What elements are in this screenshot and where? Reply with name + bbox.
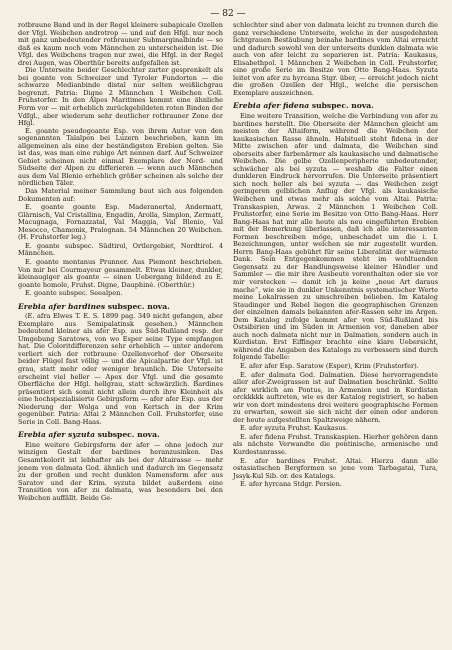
paragraph: E. goante pseudogoante Esp. von ihrem Autor von den sogenannten Talalpen bei Luzern beschrieben, kann im allgemeinen als eine der beständigsten Erebien gelten. Sie ist das, was man eine ruhige Art nennen darf. Auf Schweizer Gebiet scheinen nicht einmal Exemplare der Nord- und Südseite der Alpen zu differieren — wenn auch Männchen aus dem Val Blenio erheblich größer scheinen als solche der nördlichen Täler.	[18, 126, 223, 188]
page-header	[18, 6, 438, 22]
section-heading	[233, 102, 438, 111]
section-heading	[18, 303, 223, 312]
list-item: E. goante subspec. Südtirol, Ortlergebiet, Nordtirol. 4 Männchen.	[18, 241, 223, 258]
list-item: E. afer afer Esp. Saratow (Esper), Krim (Fruhstorfer).	[240, 362, 419, 371]
list-item: E. afer bardines Fruhst. Altai. Hierzu dann alle ostasiatischen Bergformen so jene vom Tarbagatai, Tura, Jssyk-Kul Sib. or. des Katalogs.	[233, 456, 438, 480]
paragraph: schlechter sind aber von dalmata leicht zu trennen durch die ganz verschiedene Unterseite, welche in der ausgedehnten lichtgrauen Bestäubung beinahe bardines vom Altai erreicht und dadurch sowohl von der unterseits dunklen dalmata wie auch von afer leicht zu separieren ist. Patria: Kaukasus, Elisabethpol. 1 Männchen 2 Weibchen in Coll. Fruhstorfer, eine große Serie im Besitze von Otto Bang-Haas. Syzuta leitet von afer zu hyrcana Stgr. über, — erreicht jedoch nicht die großen Ozellen der Hfgl., welche die persischen Exemplare auszeichnen.	[233, 21, 438, 97]
list-item: E. goante montanus Prunner. Aus Piemont beschrieben. Von mir bei Courmayeur gesammelt. Etwas kleiner, dunkler, kleinaugiger als goante — einen Uebergang bildend zu E. goante homole, Fruhst. Digne, Dauphiné. (Oberthür.)	[18, 257, 223, 289]
text-columns	[18, 22, 438, 502]
heading-taxon: Erebia afer bardines	[18, 301, 106, 311]
heading-nova: subspec. nova.	[107, 301, 170, 311]
list-item: E. goante goante Esp. Maderanertal, Andermatt, Glärnisch, Val Cristallina, Engadin, Arolla, Simplon, Zermatt, Macugnaga, Fornazzatal, Val Maggia, Val Blenio, Val Mesocco, Chamonix, Pralognan. 54 Männchen 20 Weibchen. (H. Fruhstorfer leg.)	[18, 203, 223, 242]
section-heading	[18, 431, 223, 440]
list-item: E. afer fidena Fruhst. Transkaspien. Hierher gehören dann als nächste Verwandte die pontinische, armenische und Kurdestanrasse.	[233, 432, 438, 457]
left-column	[18, 22, 223, 502]
paragraph: (E. afra Elwes T. E. S. 1899 pag. 349 nicht gefangen, aber Exemplare aus Semipalatinsk gesehen.) Männchen bedeutend kleiner als afer Esp. aus Süd-Rußland resp. der Umgebung Saratows, von wo Esper seine Type empfangen hat. Die Coloritdifferenzen sehr erheblich — unter anderem verliert sich der rotbraune Ozellenvorhof der Oberseite beider Flügel fast völlig — und die Apicalpartie der Vfgl. ist grau, statt mehr oder weniger braunlich. Die Unterseite erscheint viel heller — Apex der Vfgl. und die gesamte Oberfläche der Hfgl. hellgrau, statt schwärzlich. Bardines präsentiert sich somit nicht allein durch ihre Kleinheit als eine hochspezialisierte Gebirgsform — afer afer Esp. aus der Niederung der Wolga und von Kertsch in der Krim gegenüber. Patria: Altai 2 Männchen Coll. Fruhstorfer, eine Serie in Coll. Bang-Haas.	[18, 312, 223, 426]
list-item: E. goante subspec. Seealpen.	[25, 289, 123, 298]
paragraph: Eine weitere Gebirgsform der afer — ohne jedoch zur winzigen Gestalt der bardines heranzusinken. Das Gesamtkolorit ist lebhafter als bei der Altairasse — mehr jenem von dalmata God. ähnlich und dadurch im Gegensatz zu der großen und recht dunklen Namensform afer aus Saratov und der Krim. syzuta bildet außerdem eine Transition von afer zu dalmata, was besonders bei den Weibchen auffällt. Beide Ge-	[18, 440, 223, 502]
heading-taxon: Erebia afer fidena	[233, 101, 310, 111]
heading-taxon: Erebia afer syzuta	[18, 430, 95, 440]
page-number: — 82 —	[210, 9, 246, 19]
right-column	[233, 22, 438, 502]
heading-nova: subspec. nova.	[311, 101, 374, 111]
heading-nova: subspec. nova.	[97, 430, 160, 440]
list-item: E. afer syzuta Fruhst. Kaukasus.	[240, 424, 348, 433]
paragraph: Das Material meiner Sammlung baut sich aus folgenden Dokumenten auf:	[18, 187, 223, 203]
list-item: E. afer dalmata God. Dalmatien. Diese hervorragendste aller afer-Zweigrassen ist auf Dalmatien beschränkt. Sollte afer wirklich am Pontus, in Armenien und in Kurdistan orckkkkk auftreten, wie es der Katalog registriert, so haben wir von dort mindestens drei weitere geographische Formen zu erwarten, soweit sie sich nicht der einen oder anderen der heute aufgestellten Spaltzweige nähern.	[233, 370, 438, 424]
list-item: E. afer hyrcana Stdgr. Persien.	[240, 480, 342, 489]
paragraph: Eine weitere Transition, welche die Verbindung von afer zu bardines herstellt. Die Oberseite der Männchen gleicht am meisten der Altaiform, während die Weibchen der kaukasischen Rasse ähneln. Habituell steht fidena in der Mitte zwischen afer und dalmata, die Weibchen sind oberseits aber farbenärmer als kaukasische und dalmatische Weibchen. Die gelbe Ozellenperipherie unbedeutender, schwächer als bei syzuta — weshalb die Falter einen dunkleren Eindruck hervorrufen. Die Unterseite präsentiert sich noch heller als bei syzuta — das Weibchen zeigt geringeren gelblichen Anflug der Vfgl. als kaukasische Weibchen und etwas mehr als solche vom Altai. Patria: Transkaspien, Arwas. 2 Männchen 1 Weibchen Coll. Fruhstorfer, eine Serie im Besitze von Otto Bang-Haas. Herr Bang-Haas hat mir alle heute als neu eingeführten Erebien mit der Bemerkung überlassen, daß ich alle interessanten Formen beschreiben möge, unbeschadet um die i. I. Bezeichnungen, unter welchen sie mir zugestellt wurden. Herrn Bang-Haas gebührt für seine Liberalität der wärmste Dank. Sein Entgegenkommen steht im wohltuenden Gegensatz zu der Handlungsweise kleiner Händler und Sammler — die mir ihre Ausbeute vorenthalten oder sie vor mir verstecken — damit ich ja keine „neue Art daraus mache“, wie sie in dunkler Unkenntnis systematischer Werte meine Lokalrassen zu umschreiben belieben. Im Katalog Staudinger und Rebel liegen die geographischen Grenzen der einzelnen damals bekannten afer-Rassen sehr im Argen. Dem Katalog zufolge kommt afer von Süd-Rußland bis Ostsibirien und im Süden in Armenien vor, daneben aber auch noch dalmata nicht nur in Dalmatien, sondern auch in Kurdistan. Erst Eiffinger brachte eine klare Uebersicht, während die Angaben des Katalogs zu verbessern sind durch folgende Tabelle:	[233, 111, 438, 362]
paragraph: rotbraune Band und in der Regel kleinere subapicale Ozellen der Vfgl. Weibchen androtrop — und auf den Hfgl. nur noch mit ganz unbedeutender rotbrauner Submarginalbinde — so daß es kaum noch vom Männchen zu unterscheiden ist. Die Vfgl. des Weibchens tragen nur zwei, die Hfgl. in der Regel drei Augen, was Oberthür bereits aufgefallen ist.	[18, 21, 223, 67]
paragraph: Die Unterseite beider Geschlechter zarter gesprenkelt als bei goante von Schweizer und Tyroler Fundorten — die schwarze Medianbinde distal nur selten weißlichgrau begrenzt. Patria: Digne 2 Männchen 1 Weibchen Coll. Fruhstorfer. In den Alpes Maritimes kommt eine ähnliche Form vor — mit erheblich zurückgebildeten roten Binden der Vdfgl., aber wiederum sehr deutlicher rotbrauner Zone der Hfgl.	[18, 66, 223, 128]
